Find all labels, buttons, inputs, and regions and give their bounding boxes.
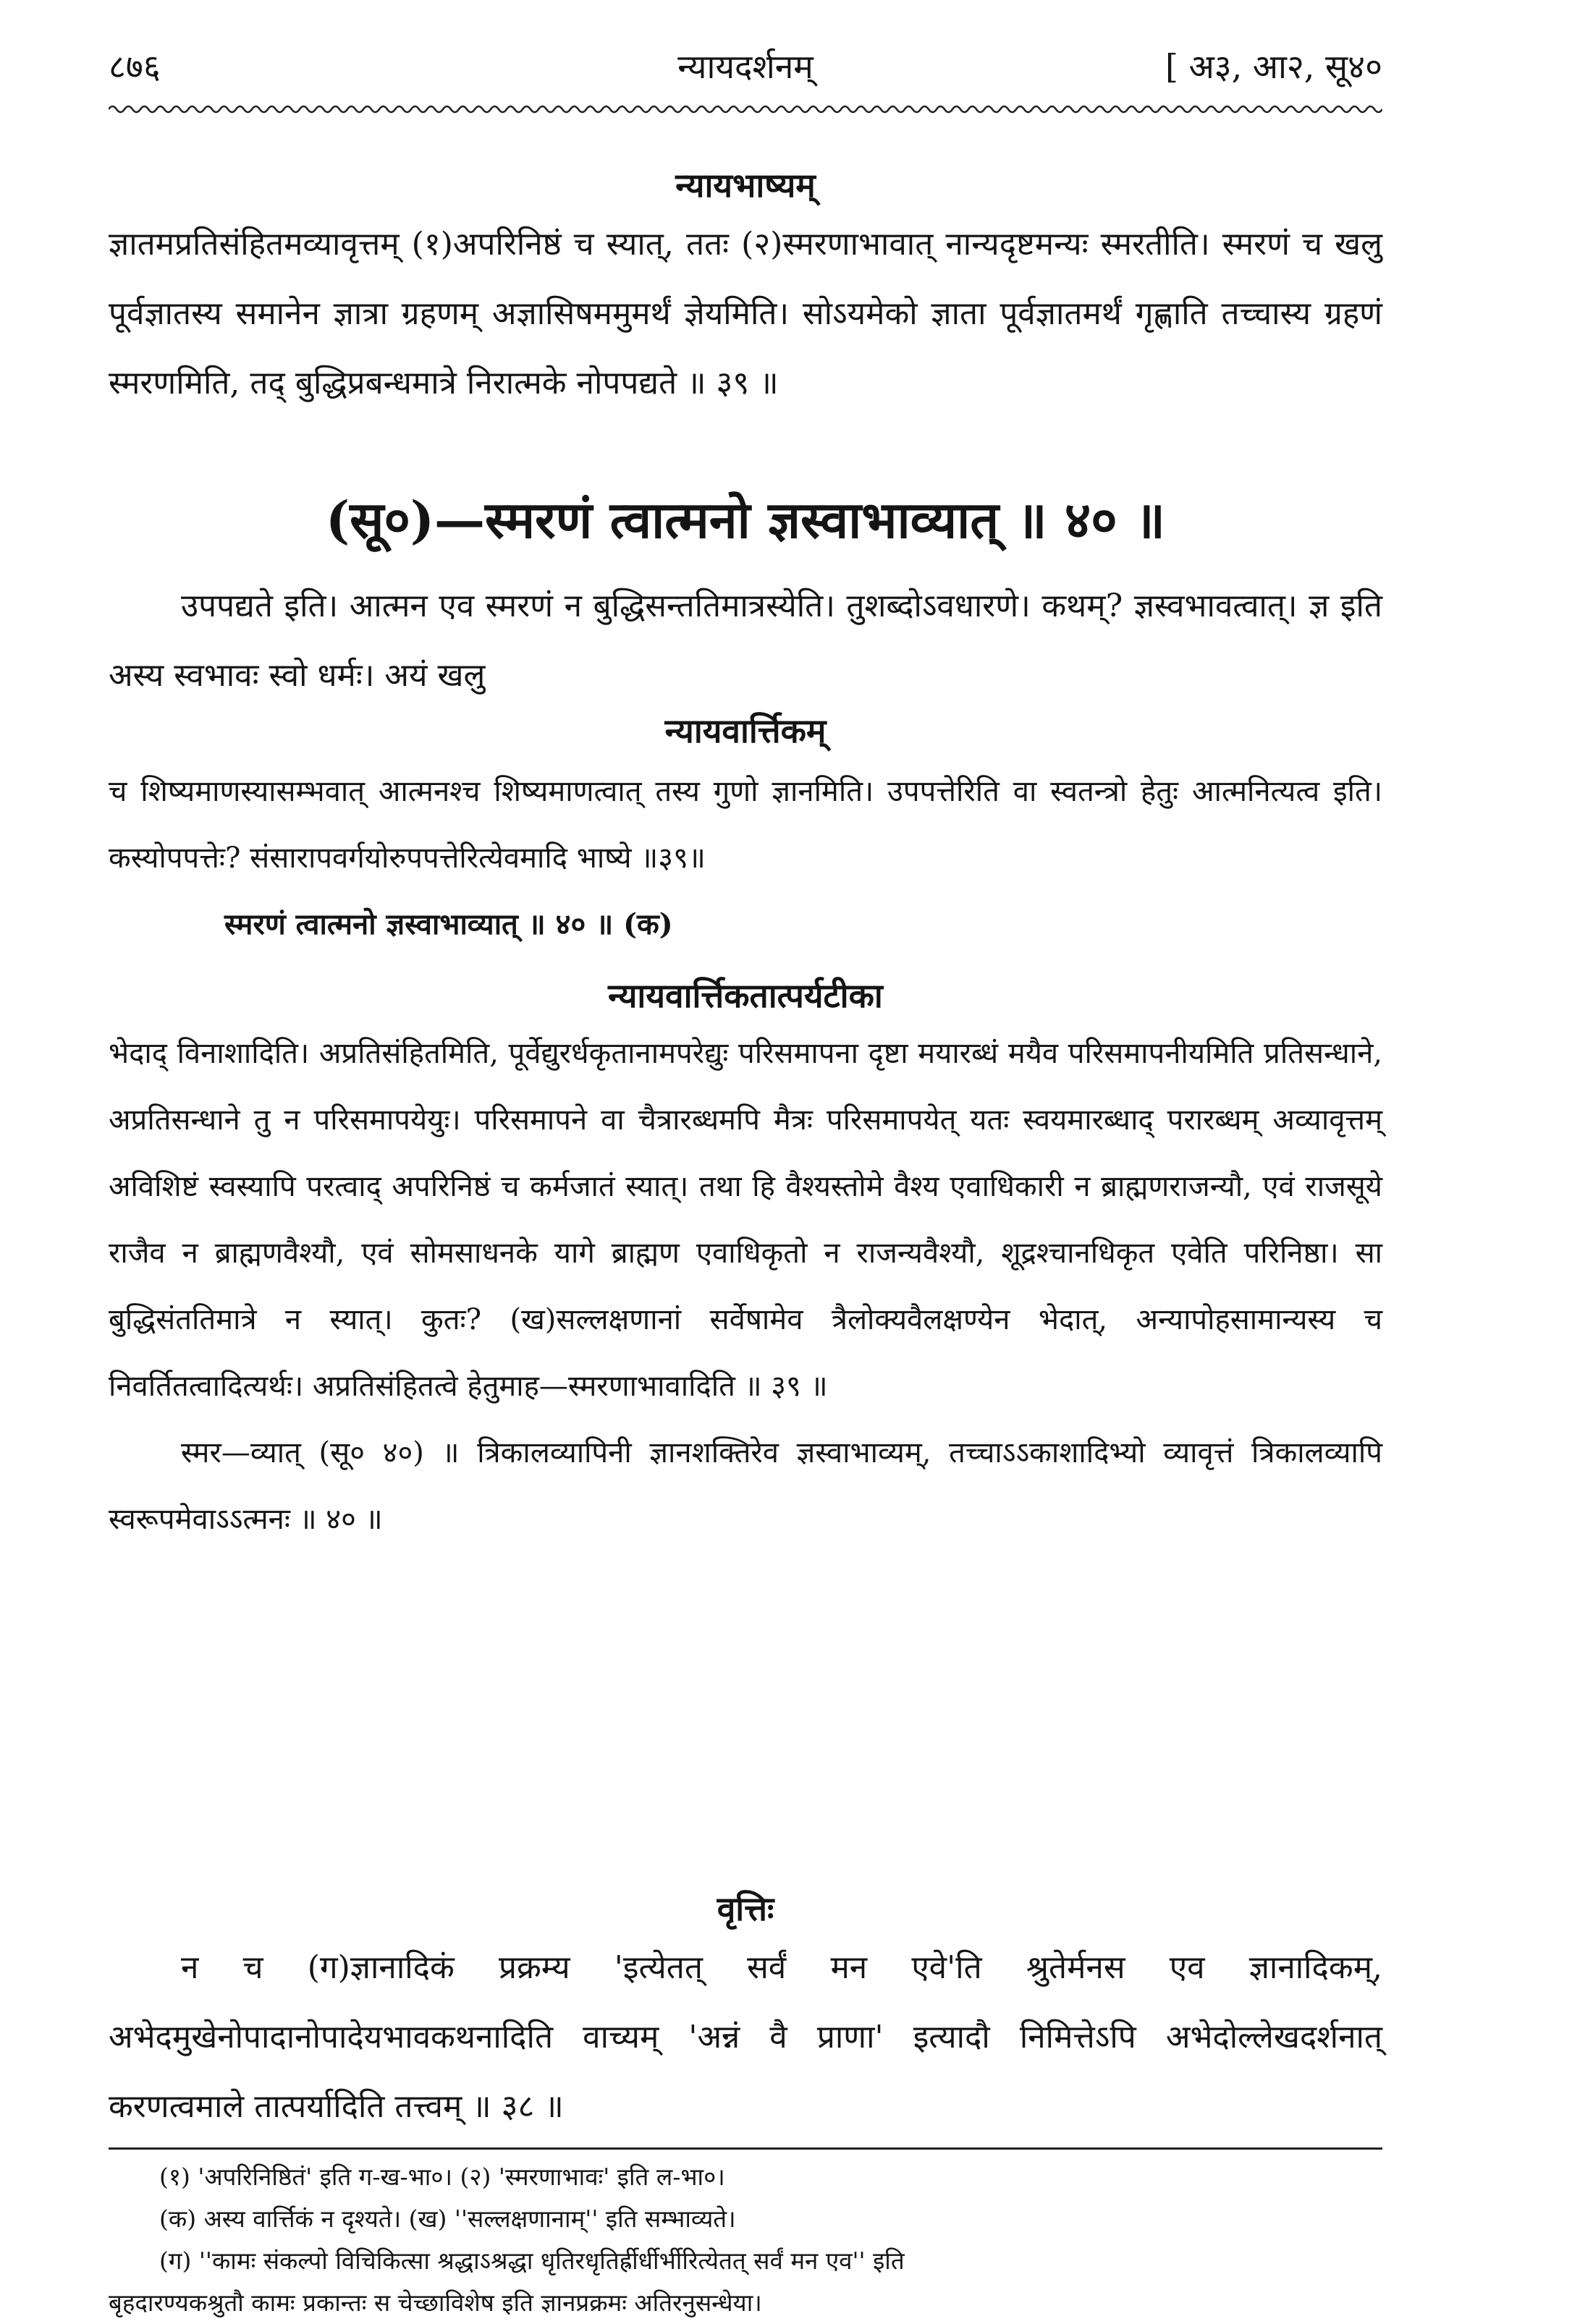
vartika-heading: न्यायवार्त्तिकम्: [664, 711, 827, 750]
tika-smara-line: स्मर—व्यात् (सू० ४०) ॥ त्रिकालव्यापिनी ज्ञानशक्तिरेव ज्ञस्वाभाव्यम्, तच्चाऽऽकाशादिभ्यो व्यावृत्तं त्रिकालव्यापि स्वरूपमेवाऽऽत्मनः ॥ ४० ॥: [109, 1436, 1382, 1536]
bhashya-paragraph: ज्ञातमप्रतिसंहितमव्यावृत्तम् (१)अपरिनिष्ठं च स्यात्, ततः (२)स्मरणाभावात् नान्यदृष्टमन्यः स्मरतीति। स्मरणं च खलु पूर्वज्ञातस्य समानेन ज्ञात्रा ग्रहणम् अज्ञासिषममुमर्थं ज्ञेयमिति। सोऽयमेको ज्ञाता पूर्वज्ञातमर्थं गृह्णाति तच्चास्य ग्रहणं स्मरणमिति, तद् बुद्धिप्रबन्धमात्रे निरात्मके नोपपद्यते ॥ ३९ ॥: [109, 226, 1382, 402]
section-reference: [ अ३, आ२, सू४०: [1165, 47, 1382, 86]
vartika-text: [109, 758, 1382, 958]
sutra-40: (सू०)—स्मरणं त्वात्मनो ज्ञस्वाभाव्यात् ॥ ४० ॥: [326, 490, 1165, 550]
tika-paragraph: भेदाद् विनाशादिति। अप्रतिसंहितमिति, पूर्वेद्युरर्धकृतानामपरेद्युः परिसमापना दृष्टा मयारब्धं मयैव परिसमापनीयमिति प्रतिसन्धाने, अप्रतिसन्धाने तु न परिसमापयेयुः। परिसमापने वा चैत्रारब्धमपि मैत्रः परिसमापयेत् यतः स्वयमारब्धाद् परारब्धम् अव्यावृत्तम् अविशिष्टं स्वस्यापि परत्वाद् अपरिनिष्ठं च कर्मजातं स्यात्। तथा हि वैश्यस्तोमे वैश्य एवाधिकारी न ब्राह्मणराजन्यौ, एवं राजसूये राजैव न ब्राह्मणवैश्यौ, एवं सोमसाधनके यागे ब्राह्मण एवाधिकृतो न राजन्यवैश्यौ, शूद्रश्चानधिकृत एवेति परिनिष्ठा। सा बुद्धिसंततिमात्रे न स्यात्। कुतः? (ख)सल्लक्षणानां सर्वेषामेव त्रैलोक्यवैलक्षण्येन भेदात्, अन्यापोहसामान्यस्य च निवर्तितत्वादित्यर्थः। अप्रतिसंहितत्वे हेतुमाह—स्मरणाभावादिति ॥ ३९ ॥: [109, 1037, 1382, 1403]
vartika-sutra-line: स्मरणं त्वात्मनो ज्ञस्वाभाव्यात् ॥ ४० ॥ (क): [224, 907, 673, 941]
vritti-heading: वृत्तिः: [717, 1889, 774, 1928]
vritti-paragraph: न च (ग)ज्ञानादिकं प्रक्रम्य 'इत्येतत् सर्वं मन एवे'ति श्रुतेर्मनस एव ज्ञानादिकम्, अभेदमुखेनोपादानोपादेयभावकथनादिति वाच्यम् 'अन्नं वै प्राणा' इत्यादौ निमित्तेऽपि अभेदोल्लेखदर्शनात् करणत्वमाले तात्पर्यादिति तत्त्वम् ॥ ३८ ॥: [109, 1949, 1382, 2125]
footnote-line: (ग) ''कामः संकल्पो विचिकित्सा श्रद्धाऽश्रद्धा धृतिरधृतिर्ह्रीर्धीर्भीरित्येतत् सर्वं मन एव'' इति: [159, 2247, 905, 2275]
tika-text: [109, 1020, 1382, 1553]
header-wavy-rule: [109, 101, 1382, 117]
page-header: [109, 38, 1382, 96]
bhashya-text: [109, 210, 1382, 418]
tika-heading: न्यायवार्त्तिकतात्पर्यटीका: [608, 976, 883, 1015]
footnote-rule: [109, 2147, 1382, 2150]
footnote-line: (१) 'अपरिनिष्ठितं' इति ग-ख-भा०। (२) 'स्मरणाभावः' इति ल-भा०।: [159, 2163, 725, 2191]
sutra-commentary-paragraph: उपपद्यते इति। आत्मन एव स्मरणं न बुद्धिसन्ततिमात्रस्येति। तुशब्दोऽवधारणे। कथम्? ज्ञस्वभावत्वात्। ज्ञ इति अस्य स्वभावः स्वो धर्मः। अयं खलु: [109, 588, 1382, 694]
sutra-commentary: [109, 572, 1382, 711]
footnotes: [109, 2156, 1382, 2324]
page-number: ८७६: [109, 47, 161, 86]
vritti-text: [109, 1933, 1382, 2142]
vartika-paragraph: च शिष्यमाणस्यासम्भवात् आत्मनश्च शिष्यमाणत्वात् तस्य गुणो ज्ञानमिति। उपपत्तेरिति वा स्वतन्त्रो हेतुः आत्मनित्यत्व इति। कस्योपपत्तेः? संसारापवर्गयोरुपपत्तेरित्येवमादि भाष्ये ॥३९॥: [109, 775, 1382, 875]
footnote-line: (क) अस्य वार्त्तिकं न दृश्यते। (ख) ''सल्लक्षणानाम्'' इति सम्भाव्यते।: [159, 2205, 736, 2233]
bhashya-heading: न्यायभाष्यम्: [675, 166, 816, 205]
running-title: न्यायदर्शनम्: [677, 47, 814, 86]
footnote-line: बृहदारण्यकश्रुतौ कामः प्रकान्तः स चेच्छाविशेष इति ज्ञानप्रक्रमः अतिरनुसन्धेया।: [109, 2289, 762, 2317]
